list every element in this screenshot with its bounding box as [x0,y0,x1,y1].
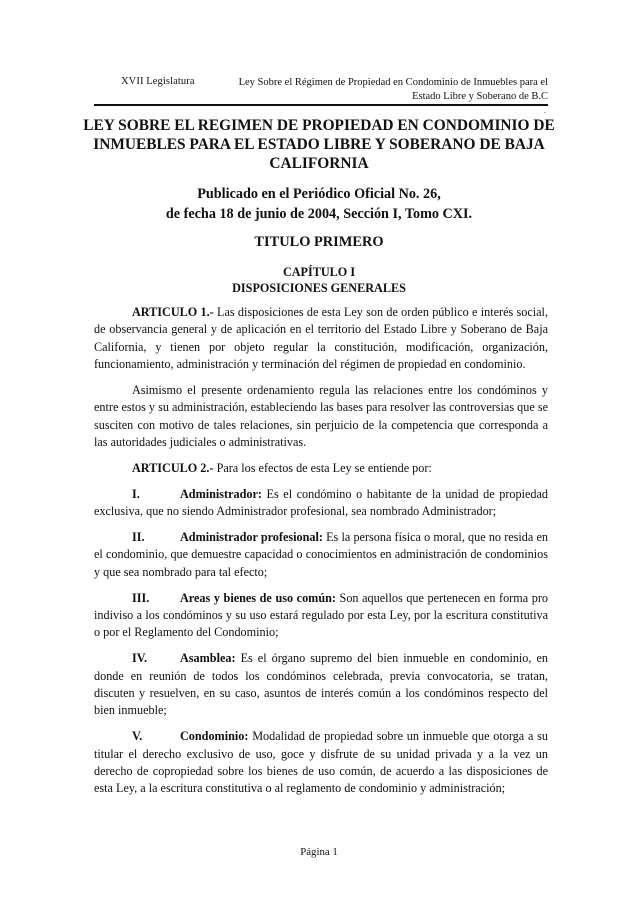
title-heading: TITULO PRIMERO [254,234,384,250]
publication-notice [60,185,578,224]
document-title-line3: CALIFORNIA [269,155,369,172]
article-2-label: ARTICULO 2.- [132,461,214,476]
article-1-paragraph [94,304,548,374]
definition-item [94,529,548,581]
document-title-line1: LEY SOBRE EL REGIMEN DE PROPIEDAD EN CONDOMINIO DE [83,117,555,134]
header-law-name-line2: Estado Libre y Soberano de B.C [412,91,548,102]
definition-text: Es la persona física o moral, que no resida en el condominio, que demuestre capacidad o conocimientos en administración de condominios y que sea nombrado para tal efecto; [94,530,548,579]
article-2-paragraph [94,460,548,477]
article-2-text: Para los efectos de esta Ley se entiende por: [213,461,432,476]
document-title [60,116,578,173]
definition-text: Es el órgano supremo del bien inmueble en condominio, en donde en reunión de todos los condóminos celebrada, previa convocatoria, se tratan, discuten y resuelven, en su caso, asuntos de interés común a los condóminos respecto del bien inmueble; [94,651,548,718]
definition-term: Administrador: [180,486,262,501]
definition-text: Es el condómino o habitante de la unidad de propiedad exclusiva, que no siendo Administrador profesional, sea nombrado Administrador; [94,486,548,519]
article-1-paragraph-2: Asimismo el presente ordenamiento regula las relaciones entre los condóminos y entre estos y su administración, estableciendo las bases para resolver las controversias que se susciten con motivo de tales relaciones, sin perjuicio de la competencia que corresponda a las autoridades judiciales o administrativas. [94,383,548,450]
article-1-label: ARTICULO 1.- [132,305,214,319]
chapter-heading [60,264,578,296]
definition-text: Modalidad de propiedad sobre un inmueble que otorga a su titular el derecho exclusivo de uso, goce y disfrute de su unidad privada y a la vez un derecho de copropiedad sobre los bienes de uso común, de acuerdo a las disposiciones de esta Ley, a la escritura constitutiva o al reglamento de condominio y administración; [94,729,548,796]
definition-numeral: I. [132,486,140,501]
page-number: Página 1 [300,846,338,858]
document-title-line2: INMUEBLES PARA EL ESTADO LIBRE Y SOBERANO DE BAJA [93,136,545,153]
definition-numeral: IV. [132,651,148,666]
definition-numeral: III. [132,590,150,605]
definition-item [94,650,548,720]
definition-term: Condominio: [180,729,249,744]
header-law-name [218,76,548,104]
chapter-number: CAPÍTULO I [282,265,356,279]
definition-text: Son aquellos que pertenecen en forma pro indiviso a los condóminos y su uso estará regulado por esta Ley, por la escritura constitutiva o por el Reglamento del Condominio; [94,590,548,640]
article-1-text: Las disposiciones de esta Ley son de orden público e interés social, de observancia general y de aplicación en el territorio del Estado Libre y Soberano de Baja California, y tienen por objeto regular la constitución, modificación, organización, funcionamiento, administración y terminación del régimen de propiedad en condominio. [94,305,548,372]
header-dot: . [544,106,546,115]
chapter-name: DISPOSICIONES GENERALES [232,281,406,295]
publication-line2: de fecha 18 de junio de 2004, Sección I, Tomo CXI. [165,205,473,222]
definition-item [94,590,548,642]
definition-term: Administrador profesional: [180,530,323,545]
definition-term: Asamblea: [180,651,236,666]
header-law-name-line1: Ley Sobre el Régimen de Propiedad en Condominio de Inmuebles para el [238,77,548,88]
definition-item [94,486,548,521]
definition-numeral: II. [132,530,145,545]
document-body [94,304,548,806]
definition-item [94,728,548,798]
definition-numeral: V. [132,729,143,744]
header-legislature: XVII Legislatura [121,76,195,87]
publication-line1: Publicado en el Periódico Oficial No. 26, [197,186,441,202]
header-divider [94,104,548,106]
definition-term: Areas y bienes de uso común: [180,590,336,605]
